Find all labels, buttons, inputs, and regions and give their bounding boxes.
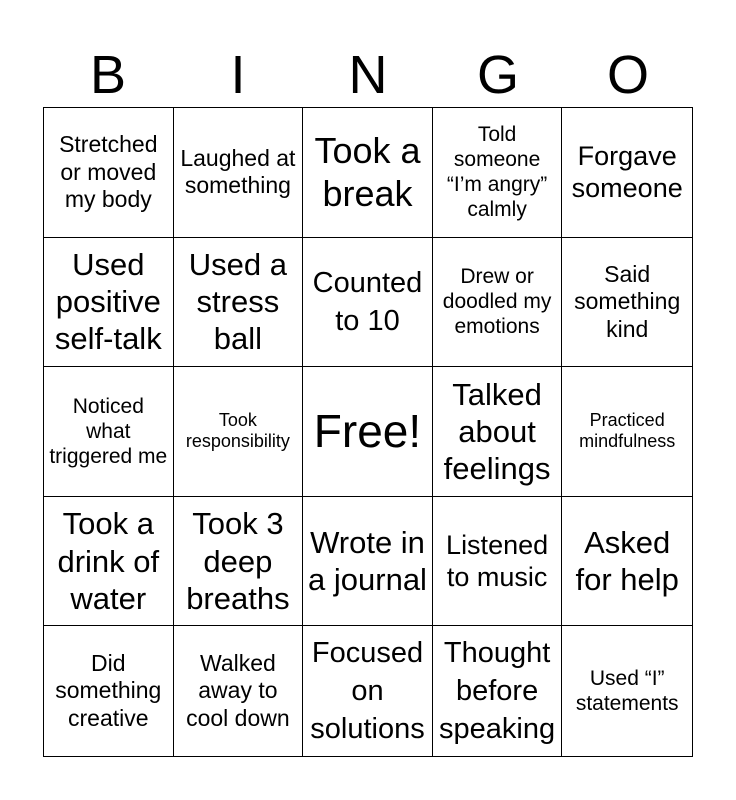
bingo-cell[interactable]: Took a drink of water (44, 497, 174, 627)
bingo-cell[interactable]: Walked away to cool down (174, 626, 304, 756)
bingo-cell[interactable]: Said something kind (562, 238, 692, 368)
bingo-cell[interactable]: Talked about feelings (433, 367, 563, 497)
bingo-cell[interactable]: Drew or doodled my emotions (433, 238, 563, 368)
bingo-cell[interactable]: Thought before speaking (433, 626, 563, 756)
bingo-cell[interactable]: Used a stress ball (174, 238, 304, 368)
bingo-cell[interactable]: Wrote in a journal (303, 497, 433, 627)
bingo-cell[interactable]: Took a break (303, 108, 433, 238)
bingo-cell[interactable]: Focused on solutions (303, 626, 433, 756)
header-letter-g: G (476, 45, 519, 105)
header-letter-b: B (89, 45, 127, 105)
bingo-header (43, 40, 693, 110)
header-letter-i: I (230, 45, 246, 105)
bingo-cell[interactable]: Counted to 10 (303, 238, 433, 368)
bingo-cell[interactable]: Laughed at something (174, 108, 304, 238)
bingo-cell[interactable]: Asked for help (562, 497, 692, 627)
header-letter-n: N (348, 45, 388, 105)
bingo-cell[interactable]: Told someone “I’m angry” calmly (433, 108, 563, 238)
bingo-cell[interactable]: Took responsibility (174, 367, 304, 497)
bingo-cell[interactable]: Listened to music (433, 497, 563, 627)
bingo-cell[interactable]: Did something creative (44, 626, 174, 756)
bingo-cell[interactable]: Noticed what triggered me (44, 367, 174, 497)
bingo-cell-free[interactable]: Free! (303, 367, 433, 497)
bingo-cell[interactable]: Used positive self-talk (44, 238, 174, 368)
bingo-cell[interactable]: Took 3 deep breaths (174, 497, 304, 627)
bingo-cell[interactable]: Practiced mindfulness (562, 367, 692, 497)
bingo-cell[interactable]: Stretched or moved my body (44, 108, 174, 238)
bingo-cell[interactable]: Used “I” statements (575, 667, 679, 716)
bingo-cell[interactable]: Forgave someone (562, 108, 692, 238)
bingo-board (43, 107, 693, 757)
header-letter-o: O (606, 45, 649, 105)
